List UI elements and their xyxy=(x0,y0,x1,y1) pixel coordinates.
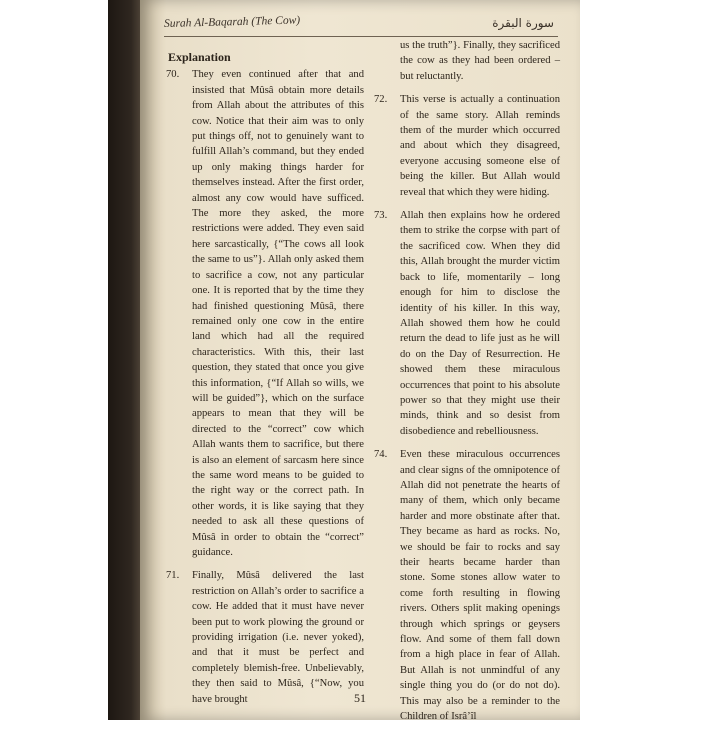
note-71-continuation: us the truth”}. Finally, they sacrificed the cow as they had been ordered – but reluctantly. xyxy=(400,40,560,82)
running-header xyxy=(164,8,558,37)
note-number: 74. xyxy=(374,449,388,461)
header-arabic-title: سورة البقرة xyxy=(492,16,554,30)
note-text: Finally, Mûsâ delivered the last restriction on Allah’s order to sacrifice a cow. He added that it must have never been put to work plowing the ground or providing irrigation (i.e. never yoked), and that it must be perfect and completely blemish-free. Unbelievably, they then said to Mûsâ, {“Now, you have brought xyxy=(192,570,364,705)
note-73 xyxy=(374,208,560,439)
left-column xyxy=(166,44,364,715)
note-number: 70. xyxy=(166,69,180,81)
book-page xyxy=(140,0,580,723)
note-number: 73. xyxy=(374,210,388,222)
note-72 xyxy=(374,92,560,200)
note-text: Allah then explains how he ordered them to strike the corpse with part of the sacrificed cow. When they did this, Allah brought the murder victim back to life, momentarily – long enough for him to disclose the identity of his killer. In this way, Allah showed them how he could return the dead to life just as he will do on the Day of Resurrection. He showed them these miraculous occurrences that point to his absolute power so that they might use their minds, think and so desist from disobedience and rebelliousness. xyxy=(400,210,560,437)
note-number: 71. xyxy=(166,570,180,582)
note-text: They even continued after that and insisted that Mûsâ obtain more details from Allah about the attributes of this cow. Notice that their aim was to only put things off, not to genuinely want to fulfill Allah’s command, but they ended up only making things harder for themselves instead. After the first order, almost any cow would have sufficed. The more they asked, the more restrictions were added. They even said here sarcastically, {“The cows all look the same to us”}. Allah only asked them to sacrifice a cow, not any particular one. It is reported that by the time they had finished questioning Mûsâ, there remained only one cow in the entire land which had all the required characteristics. With this, their last question, they stated that once you give this information, {“If Allah so wills, we will be guided”}, which on the surface appears to mean that they will be directed to the “correct” cow which Allah wants them to sacrifice, but there is also an element of sarcasm here since the same word means to be guided to the right way or the correct path. In other words, it is like saying that they needed to ask all these questions of Mûsâ in order to obtain the “correct” guidance. xyxy=(192,69,364,558)
note-text: This verse is actually a continuation of the same story. Allah reminds them of the murder which occurred and about which they disagreed, everyone accusing someone else of being the killer. But Allah would reveal that which they were hiding. xyxy=(400,94,560,198)
section-heading: Explanation xyxy=(168,50,231,64)
note-text: Even these miraculous occurrences and clear signs of the omnipotence of Allah did not penetrate the hearts of many of them, which only became harder and more obstinate after that. They became as hard as rocks. No, we should be fair to rocks and say their hearts became harder than stone. Some stones allow water to come forth resulting in flowing rivers. Others split making openings through which springs or geysers flow. And some of them fall down from a high place in fear of Allah. But Allah is not unmindful of any single thing you do (or do not do). This may also be a reminder to the Children of Isrâ’îl xyxy=(400,449,560,723)
page-number: 51 xyxy=(354,691,366,705)
note-70 xyxy=(166,67,364,560)
header-surah-title: Surah Al-Baqarah (The Cow) xyxy=(163,14,301,30)
note-74 xyxy=(374,447,560,724)
note-71 xyxy=(166,568,364,707)
right-column xyxy=(374,38,560,732)
note-number: 72. xyxy=(374,94,388,106)
